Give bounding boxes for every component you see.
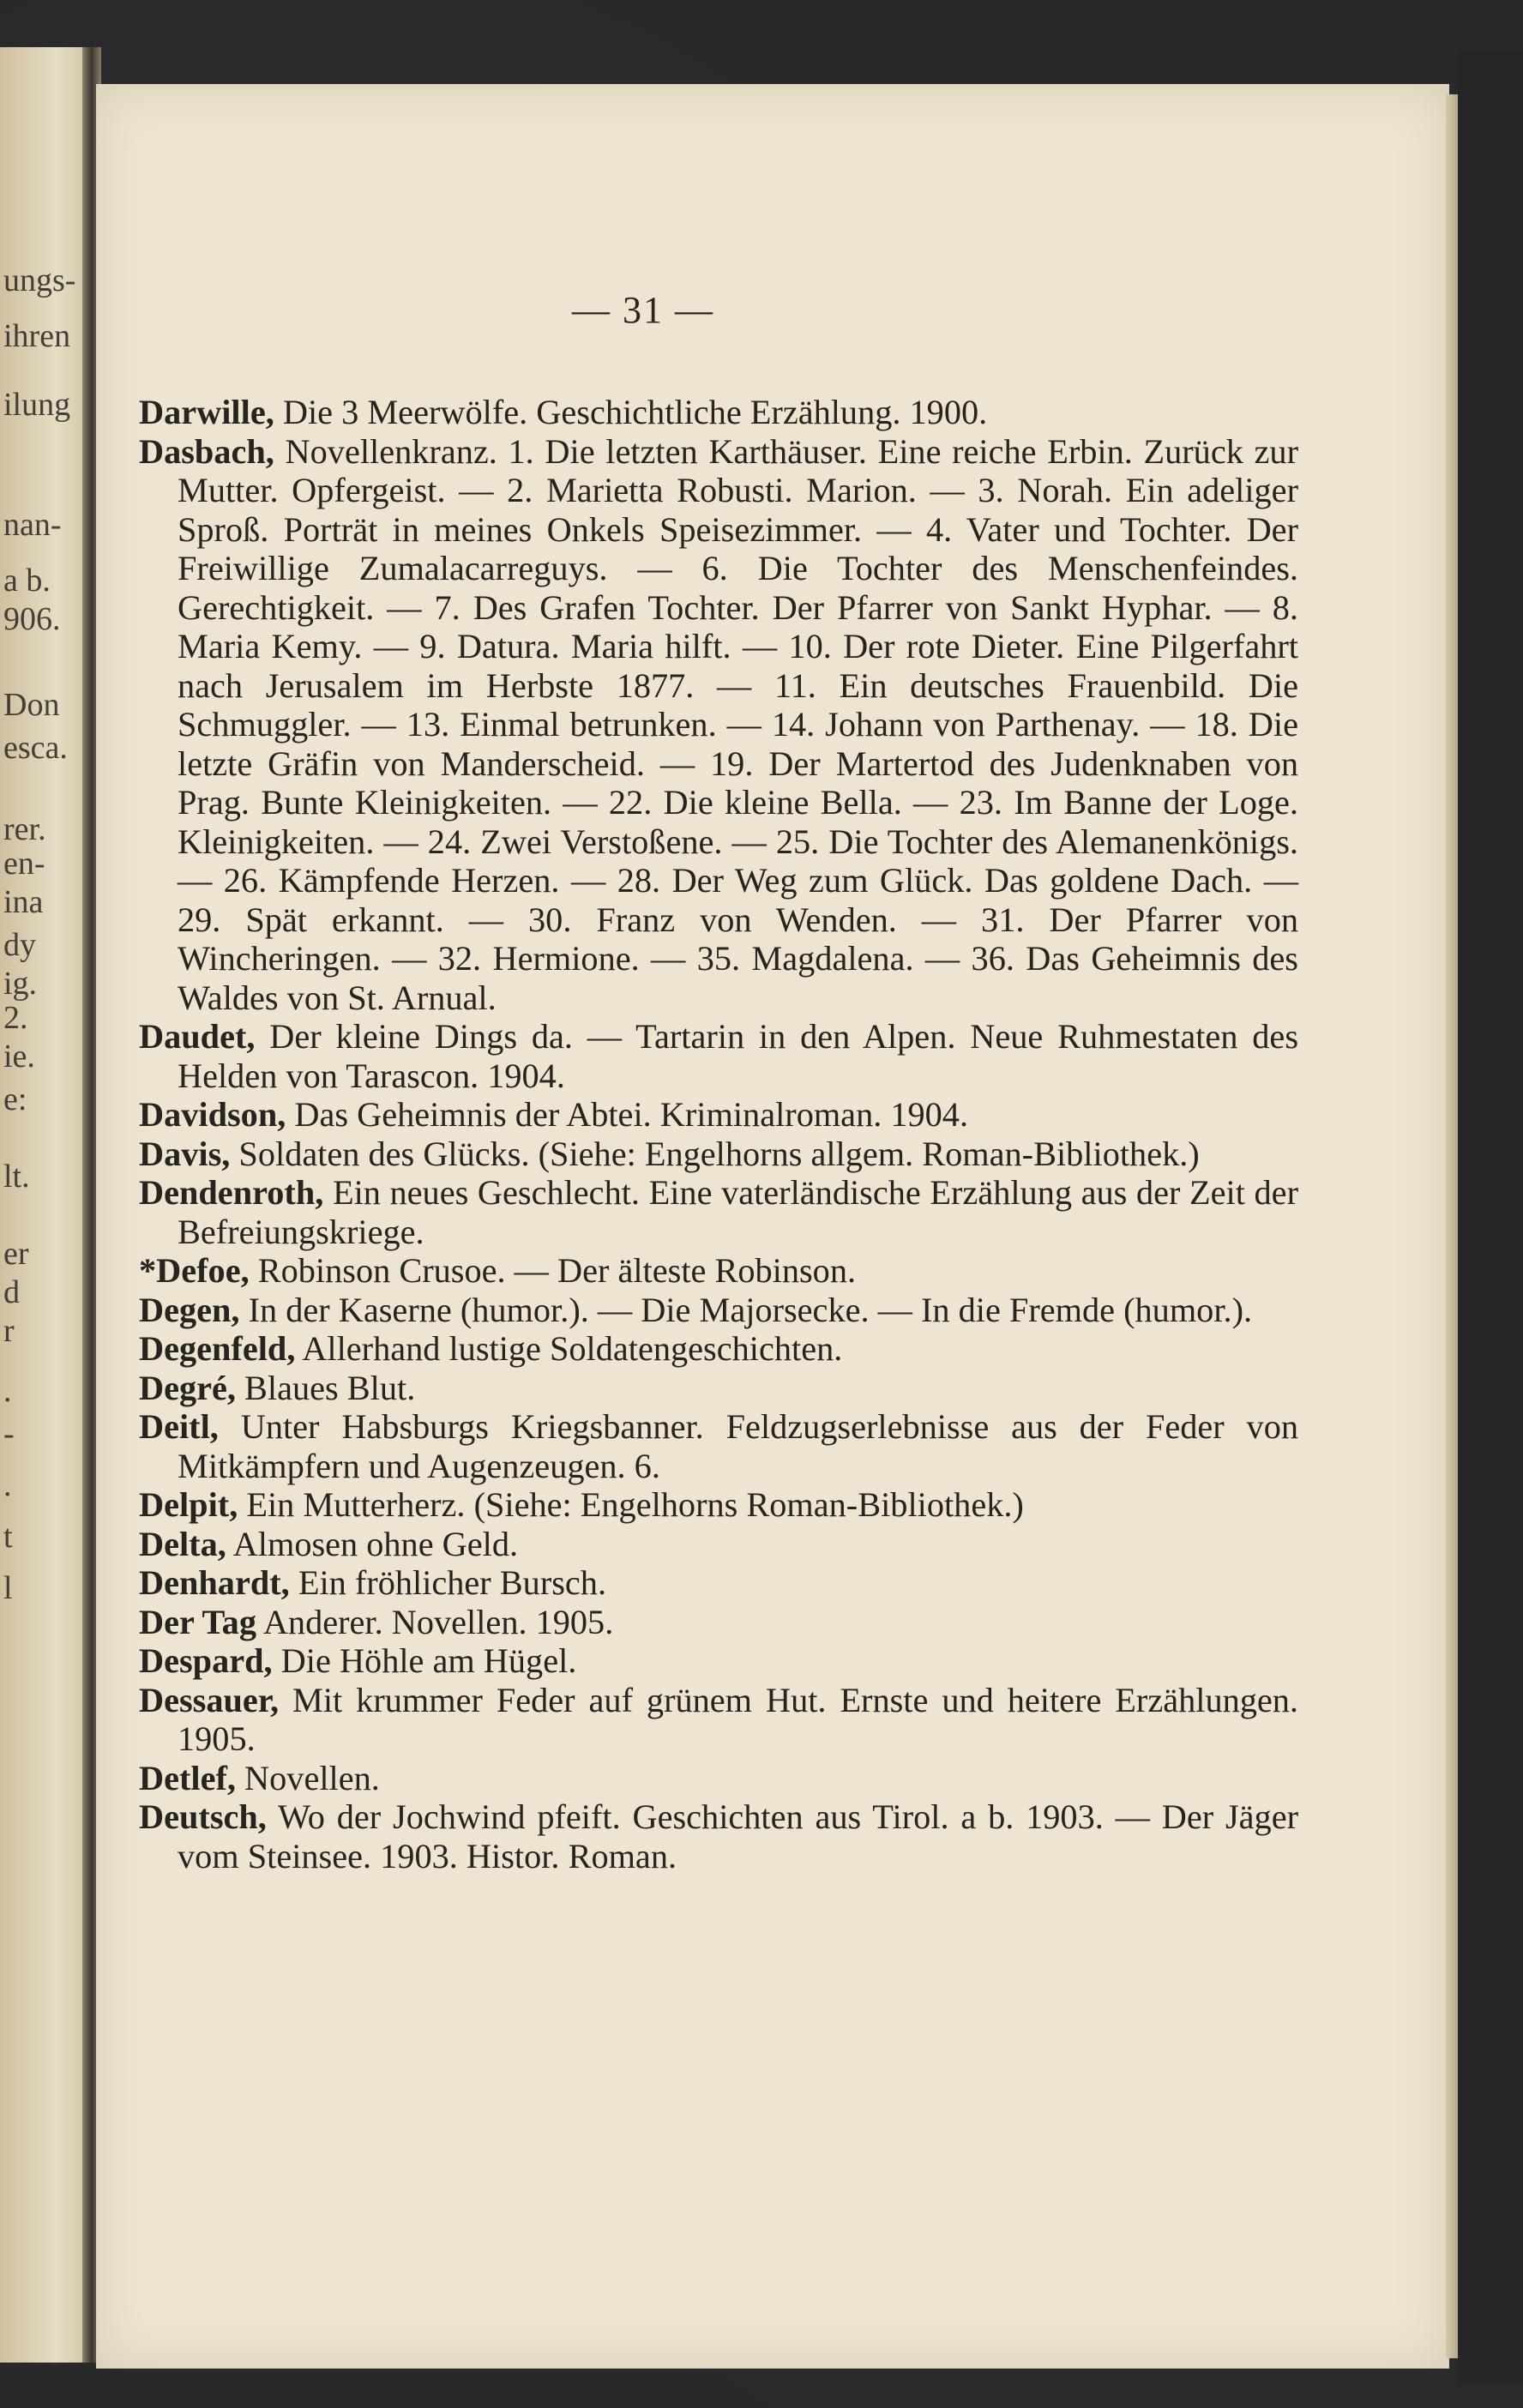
bibliography-entry	[139, 1797, 1298, 1875]
bibliography-entry	[139, 393, 1298, 432]
left-page-fragment: dy	[3, 927, 36, 963]
left-page-fragment: l	[3, 1570, 13, 1606]
entry-author: Deutsch,	[139, 1797, 267, 1836]
page-number: — 31 —	[572, 289, 714, 331]
entry-titles: Mit krummer Feder auf grünem Hut. Ernste und heitere Erzählungen. 1905.	[178, 1680, 1298, 1758]
entry-titles: Unter Habsburgs Kriegsbanner. Feldzugserlebnisse aus der Feder von Mitkämpfern und Augenzeugen. 6.	[178, 1407, 1298, 1485]
left-page-fragment: lt.	[3, 1159, 30, 1195]
entry-author: Detlef,	[139, 1758, 236, 1797]
left-page-fragment: ihren	[3, 318, 71, 354]
page-edge	[1446, 94, 1458, 2358]
left-page-fragment: .	[3, 1373, 12, 1409]
entry-author: Delta,	[139, 1524, 226, 1563]
entry-author: Degré,	[139, 1368, 236, 1407]
left-page-fragment: ilung	[3, 387, 71, 423]
entry-author: Der Tag	[139, 1602, 256, 1641]
entry-titles: Der kleine Dings da. — Tartarin in den Alpen. Neue Ruhmestaten des Helden von Tarascon. 1904.	[178, 1017, 1298, 1095]
bibliography-entry	[139, 1407, 1298, 1485]
left-page-fragment: d	[3, 1274, 20, 1310]
entry-list	[139, 393, 1298, 1875]
bibliography-entry	[139, 1251, 1298, 1291]
entry-author: Despard,	[139, 1641, 273, 1680]
book-page	[96, 84, 1449, 2369]
entry-author: Dendenroth,	[139, 1173, 324, 1212]
left-page-fragment: r	[3, 1313, 15, 1349]
entry-author: Davidson,	[139, 1095, 286, 1134]
left-page-fragment: er	[3, 1236, 29, 1272]
entry-titles: Wo der Jochwind pfeift. Geschichten aus Tirol. a b. 1903. — Der Jäger vom Steinsee. 1903. Histor. Roman.	[178, 1797, 1298, 1875]
entry-author: Deitl,	[139, 1407, 219, 1446]
left-page-fragment: ie.	[3, 1038, 35, 1075]
left-page-fragment: 2.	[3, 1000, 28, 1036]
left-page-fragment: ina	[3, 884, 44, 920]
entry-titles: Soldaten des Glücks. (Siehe: Engelhorns allgem. Roman-Bibliothek.)	[230, 1134, 1200, 1173]
entry-titles: Die Höhle am Hügel.	[272, 1641, 577, 1680]
entry-author: Degen,	[139, 1290, 240, 1329]
entry-titles: Das Geheimnis der Abtei. Kriminalroman. 1904.	[286, 1095, 969, 1134]
left-page-fragment: ungs-	[3, 262, 76, 298]
bibliography-entry	[139, 1485, 1298, 1525]
entry-titles: In der Kaserne (humor.). — Die Majorsecke. — In die Fremde (humor.).	[239, 1290, 1253, 1329]
entry-titles: Anderer. Novellen. 1905.	[256, 1602, 614, 1641]
bibliography-entry	[139, 1095, 1298, 1135]
left-page-fragment: 906.	[3, 601, 61, 637]
entry-titles: Ein fröhlicher Bursch.	[289, 1563, 607, 1602]
bibliography-entry	[139, 1173, 1298, 1251]
bibliography-entry	[139, 1135, 1298, 1174]
entry-author: Darwille,	[139, 393, 274, 431]
left-page-fragment: Don	[3, 687, 60, 723]
bibliography-entry	[139, 432, 1298, 1018]
entry-author: Denhardt,	[139, 1563, 290, 1602]
left-page-fragment: rer.	[3, 811, 46, 847]
bibliography-entry	[139, 1017, 1298, 1095]
entry-titles: Allerhand lustige Soldatengeschichten.	[295, 1329, 843, 1368]
entry-titles: Almosen ohne Geld.	[226, 1524, 519, 1563]
left-page-edge	[0, 47, 94, 2363]
left-page-fragment: esca.	[3, 730, 68, 766]
entry-titles: Novellen.	[235, 1758, 380, 1797]
bibliography-entry	[139, 1681, 1298, 1759]
entry-author: Delpit,	[139, 1485, 238, 1524]
bibliography-entry	[139, 1291, 1298, 1330]
left-page-fragment: nan-	[3, 507, 62, 543]
entry-titles: Die 3 Meerwölfe. Geschichtliche Erzählung. 1900.	[274, 393, 988, 431]
entry-author: Daudet,	[139, 1017, 256, 1056]
bibliography-entry	[139, 1603, 1298, 1642]
bibliography-entry	[139, 1641, 1298, 1681]
left-page-fragment: en-	[3, 846, 45, 882]
bibliography-entry	[139, 1759, 1298, 1798]
bibliography-entry	[139, 1563, 1298, 1603]
left-page-fragment: -	[3, 1416, 15, 1452]
entry-titles: Novellenkranz. 1. Die letzten Karthäuser. Eine reiche Erbin. Zurück zur Mutter. Opfergeist. — 2. Marietta Robusti. Marion. — 3. Norah. Ein adeliger Sproß. Porträt in meines Onkels Speisezimmer. — 4. Vater und Tochter. Der Freiwillige Zumalacarreguys. — 6. Die Tochter des Menschenfeindes. Gerechtigkeit. — 7. Des Grafen Tochter. Der Pfarrer von Sankt Hyphar. — 8. Maria Kemy. — 9. Datura. Maria hilft. — 10. Der rote Dieter. Eine Pilgerfahrt nach Jerusalem im Herbste 1877. — 11. Ein deutsches Frauenbild. Die Schmuggler. — 13. Einmal betrunken. — 14. Johann von Parthenay. — 18. Die letzte Gräfin von Manderscheid. — 19. Der Martertod des Judenknaben von Prag. Bunte Kleinigkeiten. — 22. Die kleine Bella. — 23. Im Banne der Loge. Kleinigkeiten. — 24. Zwei Verstoßene. — 25. Die Tochter des Alemanenkönigs. — 26. Kämpfende Herzen. — 28. Der Weg zum Glück. Das goldene Dach. — 29. Spät erkannt. — 30. Franz von Wenden. — 31. Der Pfarrer von Wincheringen. — 32. Hermione. — 35. Magdalena. — 36. Das Geheimnis des Waldes von St. Arnual.	[178, 431, 1298, 1017]
entry-titles: Blaues Blut.	[235, 1368, 416, 1407]
entry-author: Dessauer,	[139, 1680, 280, 1719]
entry-titles: Ein Mutterherz. (Siehe: Engelhorns Roman-Bibliothek.)	[238, 1485, 1024, 1524]
left-page-fragment: ig.	[3, 966, 38, 1002]
entry-author: Degenfeld,	[139, 1329, 296, 1368]
bibliography-entry	[139, 1525, 1298, 1564]
left-page-fragment: a b.	[3, 563, 51, 599]
bibliography-entry	[139, 1329, 1298, 1369]
entry-author: Dasbach,	[139, 431, 274, 471]
bibliography-entry	[139, 1369, 1298, 1408]
left-page-fragment: .	[3, 1467, 12, 1503]
right-background	[1458, 51, 1523, 2384]
entry-titles: Ein neues Geschlecht. Eine vaterländische Erzählung aus der Zeit der Befreiungskriege.	[178, 1173, 1298, 1251]
left-page-fragment: t	[3, 1519, 13, 1555]
entry-titles: Robinson Crusoe. — Der älteste Robinson.	[249, 1251, 857, 1290]
left-page-fragment: e:	[3, 1081, 27, 1117]
entry-author: *Defoe,	[139, 1251, 250, 1290]
entry-author: Davis,	[139, 1134, 231, 1173]
